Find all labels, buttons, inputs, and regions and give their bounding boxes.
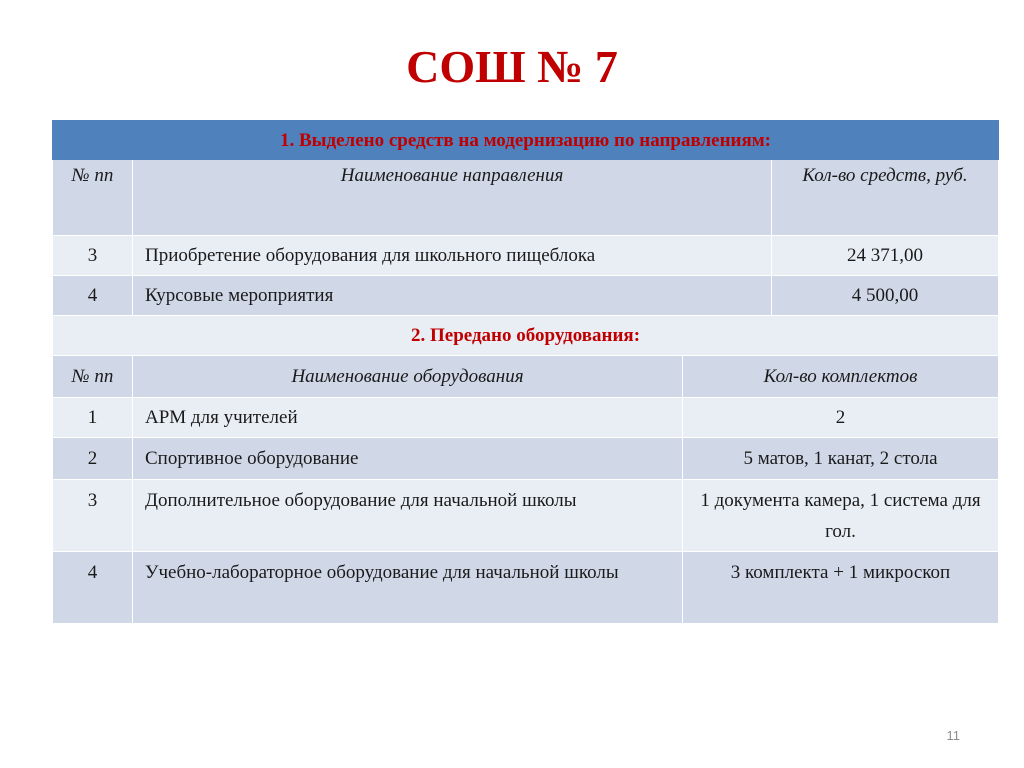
section1-heading: 1. Выделено средств на модернизацию по направлениям: xyxy=(53,121,999,160)
row-name: Дополнительное оборудование для начальной школы xyxy=(133,480,683,552)
page-number: 11 xyxy=(946,728,960,743)
row-name: Курсовые мероприятия xyxy=(133,276,772,316)
row-name: Приобретение оборудования для школьного пищеблока xyxy=(133,236,772,276)
row-number: 3 xyxy=(53,480,133,552)
col-header-equipment: Наименование оборудования xyxy=(133,356,683,398)
table-row xyxy=(53,398,999,438)
table-row xyxy=(53,438,999,480)
row-name: АРМ для учителей xyxy=(133,398,683,438)
col-header-number: № пп xyxy=(53,160,133,236)
table-row xyxy=(53,276,999,316)
section2-heading-row xyxy=(53,316,999,356)
row-name: Учебно-лабораторное оборудование для начальной школы xyxy=(133,552,683,624)
section2-header-row xyxy=(53,356,999,398)
row-amount: 24 371,00 xyxy=(772,236,999,276)
row-quantity: 2 xyxy=(683,398,999,438)
col-header-amount: Кол-во средств, руб. xyxy=(772,160,999,236)
row-number: 1 xyxy=(53,398,133,438)
row-number: 4 xyxy=(53,276,133,316)
row-quantity: 3 комплекта + 1 микроскоп xyxy=(683,552,999,624)
col-header-number: № пп xyxy=(53,356,133,398)
table-row xyxy=(53,552,999,624)
row-quantity: 5 матов, 1 канат, 2 стола xyxy=(683,438,999,480)
row-number: 3 xyxy=(53,236,133,276)
section1-header-row xyxy=(53,160,999,236)
table-row xyxy=(53,236,999,276)
slide-title: СОШ № 7 xyxy=(406,41,618,92)
section2-heading: 2. Передано оборудования: xyxy=(53,316,999,356)
row-name: Спортивное оборудование xyxy=(133,438,683,480)
table-row xyxy=(53,480,999,552)
row-amount: 4 500,00 xyxy=(772,276,999,316)
col-header-direction: Наименование направления xyxy=(133,160,772,236)
section1-heading-row xyxy=(53,121,999,160)
col-header-sets: Кол-во комплектов xyxy=(683,356,999,398)
row-number: 2 xyxy=(53,438,133,480)
row-number: 4 xyxy=(53,552,133,624)
row-quantity: 1 документа камера, 1 система для гол. xyxy=(683,480,999,552)
modernization-table xyxy=(52,120,999,624)
